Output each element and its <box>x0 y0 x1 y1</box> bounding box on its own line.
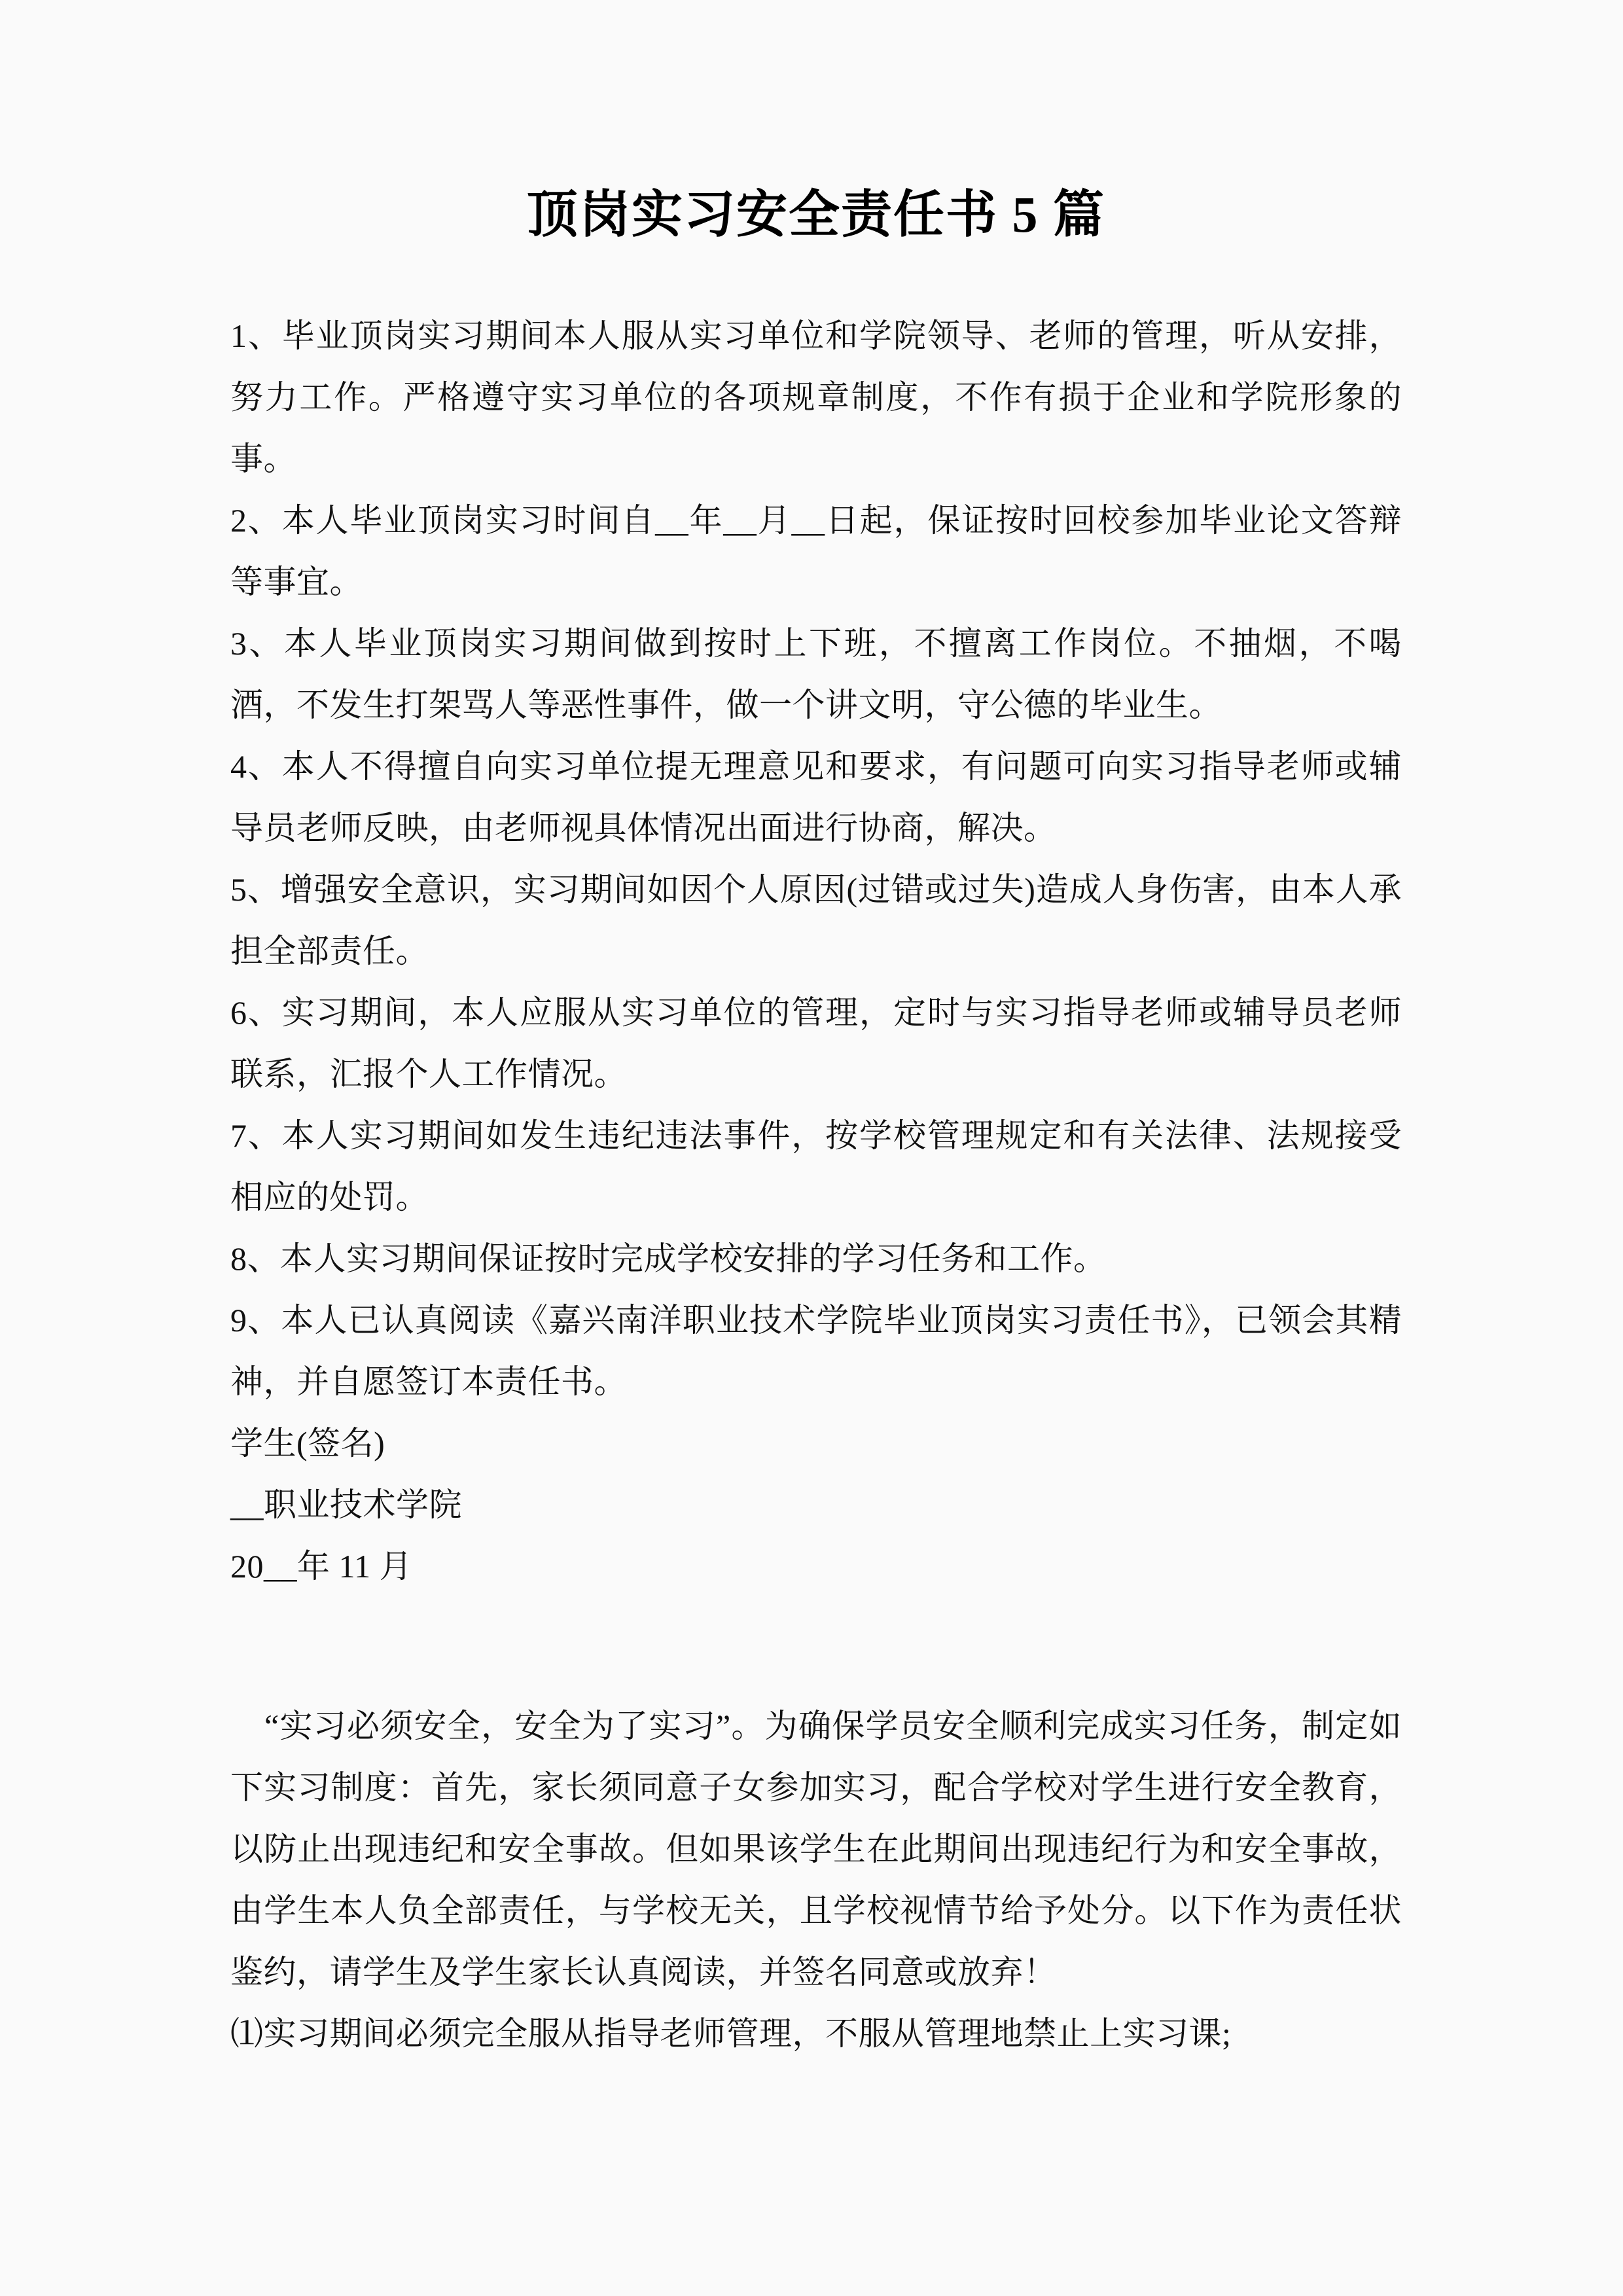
clause-item: 4、本人不得擅自向实习单位提无理意见和要求，有问题可向实习指导老师或辅导员老师反映，由老师视具体情况出面进行协商，解决。 <box>230 748 1402 847</box>
document-content <box>230 0 1402 2064</box>
institution-line: __职业技术学院 <box>230 1486 462 1524</box>
section-divider <box>230 1597 1402 1695</box>
internship-system-section <box>230 1695 1402 2064</box>
signature-block <box>230 1412 1402 1597</box>
clause-item: 3、本人毕业顶岗实习期间做到按时上下班，不擅离工作岗位。不抽烟，不喝酒，不发生打架骂人等恶性事件，做一个讲文明，守公德的毕业生。 <box>230 625 1402 724</box>
clause-item: 8、本人实习期间保证按时完成学校安排的学习任务和工作。 <box>230 1240 1107 1278</box>
rule-item: ⑴实习期间必须完全服从指导老师管理，不服从管理地禁止上实习课; <box>230 2015 1232 2053</box>
responsibility-clause-list <box>230 305 1402 1412</box>
clause-item: 7、本人实习期间如发生违纪违法事件，按学校管理规定和有关法律、法规接受相应的处罚。 <box>230 1117 1402 1216</box>
clause-item: 1、毕业顶岗实习期间本人服从实习单位和学院领导、老师的管理，听从安排，努力工作。严格遵守实习单位的各项规章制度，不作有损于企业和学院形象的事。 <box>230 317 1402 478</box>
clause-item: 5、增强安全意识，实习期间如因个人原因(过错或过失)造成人身伤害，由本人承担全部责任。 <box>230 871 1402 970</box>
clause-item: 9、本人已认真阅读《嘉兴南洋职业技术学院毕业顶岗实习责任书》，已领会其精神，并自愿签订本责任书。 <box>230 1302 1402 1401</box>
student-signature-line: 学生(签名) <box>230 1425 385 1462</box>
clause-item: 2、本人毕业顶岗实习时间自__年__月__日起，保证按时回校参加毕业论文答辩等事宜。 <box>230 502 1402 601</box>
clause-item: 6、实习期间，本人应服从实习单位的管理，定时与实习指导老师或辅导员老师联系，汇报个人工作情况。 <box>230 994 1402 1093</box>
date-line: 20__年 11 月 <box>230 1548 413 1585</box>
intro-paragraph: “实习必须安全，安全为了实习”。为确保学员安全顺利完成实习任务，制定如下实习制度：首先，家长须同意子女参加实习，配合学校对学生进行安全教育，以防止出现违纪和安全事故。但如果该学生在此期间出现违纪行为和安全事故，由学生本人负全部责任，与学校无关，且学校视情节给予处分。以下作为责任状鉴约，请学生及学生家长认真阅读，并签名同意或放弃！ <box>230 1708 1402 1991</box>
page-title: 顶岗实习安全责任书 5 篇 <box>526 186 1105 243</box>
